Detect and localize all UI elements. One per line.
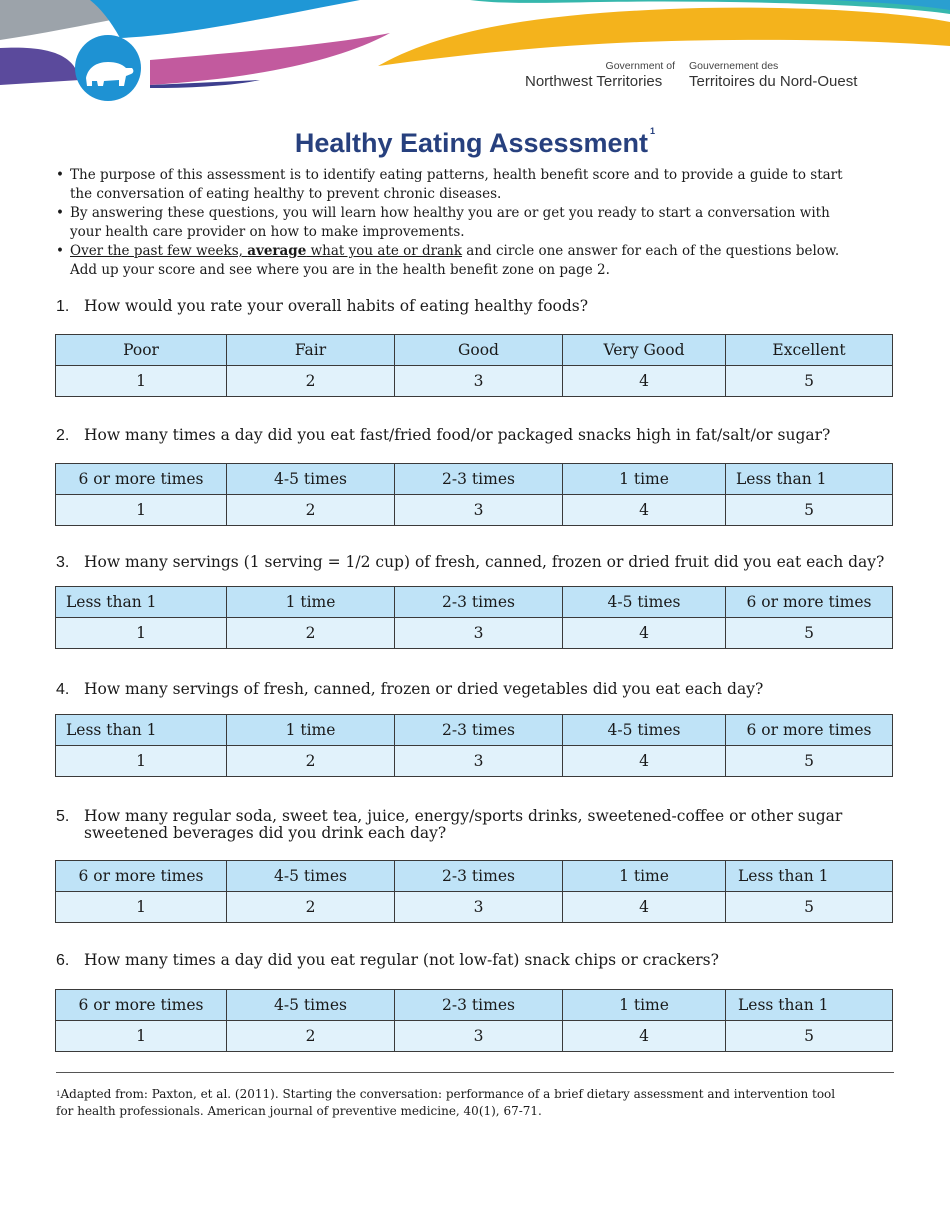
question-number: 5. bbox=[56, 808, 70, 825]
option-label[interactable]: Less than 1 bbox=[726, 464, 893, 495]
answer-table-2 bbox=[55, 463, 893, 526]
option-label[interactable]: 4-5 times bbox=[227, 861, 395, 892]
gov-fr-big: Territoires du Nord-Ouest bbox=[689, 73, 858, 90]
question-text: How many regular soda, sweet tea, juice, energy/sports drinks, sweetened-coffee or other sugar sweetened beverages did you drink each day? bbox=[84, 807, 843, 842]
option-score[interactable]: 1 bbox=[56, 746, 227, 777]
option-score[interactable]: 2 bbox=[227, 366, 395, 397]
option-score[interactable]: 5 bbox=[726, 366, 893, 397]
option-score[interactable]: 4 bbox=[563, 495, 726, 526]
option-score[interactable]: 1 bbox=[56, 495, 227, 526]
question-text: How many servings of fresh, canned, frozen or dried vegetables did you eat each day? bbox=[84, 680, 764, 698]
option-score[interactable]: 2 bbox=[227, 1021, 395, 1052]
option-score[interactable]: 4 bbox=[563, 618, 726, 649]
option-score[interactable]: 5 bbox=[726, 892, 893, 923]
option-score[interactable]: 1 bbox=[56, 618, 227, 649]
option-label[interactable]: 6 or more times bbox=[726, 587, 893, 618]
question-number: 4. bbox=[56, 681, 70, 698]
option-score[interactable]: 5 bbox=[726, 618, 893, 649]
gov-en-small: Government of bbox=[605, 60, 675, 72]
intro-b3-underlined-2: what you ate or drank bbox=[306, 243, 463, 259]
question-4 bbox=[56, 681, 896, 698]
option-label[interactable]: 2-3 times bbox=[395, 990, 563, 1021]
footnote-divider bbox=[56, 1072, 894, 1073]
option-label[interactable]: 1 time bbox=[563, 990, 726, 1021]
question-number: 3. bbox=[56, 554, 70, 571]
option-label[interactable]: Excellent bbox=[726, 335, 893, 366]
question-3 bbox=[56, 554, 896, 571]
option-score[interactable]: 3 bbox=[395, 892, 563, 923]
option-label[interactable]: 4-5 times bbox=[227, 990, 395, 1021]
option-label[interactable]: 1 time bbox=[563, 464, 726, 495]
option-label[interactable]: Good bbox=[395, 335, 563, 366]
question-number: 2. bbox=[56, 427, 70, 444]
option-label[interactable]: 2-3 times bbox=[395, 587, 563, 618]
title-footnote-mark: 1 bbox=[650, 126, 656, 136]
option-label[interactable]: 6 or more times bbox=[56, 990, 227, 1021]
option-score[interactable]: 3 bbox=[395, 495, 563, 526]
answer-table-5 bbox=[55, 860, 893, 923]
intro-bullet-3 bbox=[56, 242, 856, 280]
footnote-mark: 1 bbox=[56, 1090, 61, 1098]
option-score[interactable]: 3 bbox=[395, 1021, 563, 1052]
option-label[interactable]: Very Good bbox=[563, 335, 726, 366]
option-score[interactable]: 4 bbox=[563, 1021, 726, 1052]
question-text: How would you rate your overall habits of eating healthy foods? bbox=[84, 297, 589, 315]
question-2 bbox=[56, 427, 896, 444]
option-label[interactable]: 1 time bbox=[227, 587, 395, 618]
option-score[interactable]: 5 bbox=[726, 495, 893, 526]
option-label[interactable]: 6 or more times bbox=[726, 715, 893, 746]
option-label[interactable]: 6 or more times bbox=[56, 861, 227, 892]
answer-table-4 bbox=[55, 714, 893, 777]
intro-bullet-1: • The purpose of this assessment is to identify eating patterns, health benefit score and to provide a guide to start the conversation of eating healthy to prevent chronic diseases. bbox=[56, 166, 856, 204]
answer-table-6 bbox=[55, 989, 893, 1052]
question-number: 6. bbox=[56, 952, 70, 969]
option-score[interactable]: 5 bbox=[726, 746, 893, 777]
question-text: How many servings (1 serving = 1/2 cup) of fresh, canned, frozen or dried fruit did you eat each day? bbox=[84, 553, 885, 571]
intro-b3-rest: and circle one answer for each of the questions below. Add up your score and see where you are in the health benefit zone on page 2. bbox=[70, 243, 840, 278]
option-score[interactable]: 2 bbox=[227, 495, 395, 526]
question-1 bbox=[56, 298, 896, 315]
gov-en-big: Northwest Territories bbox=[525, 73, 663, 90]
option-label[interactable]: Fair bbox=[227, 335, 395, 366]
option-label[interactable]: 1 time bbox=[563, 861, 726, 892]
option-score[interactable]: 1 bbox=[56, 1021, 227, 1052]
answer-table-3 bbox=[55, 586, 893, 649]
option-label[interactable]: 2-3 times bbox=[395, 464, 563, 495]
option-label[interactable]: 1 time bbox=[227, 715, 395, 746]
government-logo-text bbox=[525, 60, 885, 94]
option-score[interactable]: 4 bbox=[563, 366, 726, 397]
option-score[interactable]: 1 bbox=[56, 366, 227, 397]
footnote-text: Adapted from: Paxton, et al. (2011). Starting the conversation: performance of a brief dietary assessment and intervention tool for health professionals. American journal of preventive medicine, 40(1), 67-71. bbox=[56, 1087, 836, 1118]
intro-b3-underlined-1: Over the past few weeks, bbox=[70, 243, 248, 259]
page-title bbox=[0, 128, 950, 159]
option-score[interactable]: 3 bbox=[395, 366, 563, 397]
option-label[interactable]: 2-3 times bbox=[395, 861, 563, 892]
intro-b3-bold: average bbox=[247, 243, 307, 259]
question-6 bbox=[56, 952, 896, 969]
option-label[interactable]: Less than 1 bbox=[56, 587, 227, 618]
question-5 bbox=[56, 808, 896, 842]
option-label[interactable]: 4-5 times bbox=[563, 715, 726, 746]
option-label[interactable]: Less than 1 bbox=[726, 990, 893, 1021]
option-score[interactable]: 3 bbox=[395, 746, 563, 777]
option-label[interactable]: Poor bbox=[56, 335, 227, 366]
option-score[interactable]: 2 bbox=[227, 892, 395, 923]
intro-bullet-2: • By answering these questions, you will learn how healthy you are or get you ready to start a conversation with your health care provider on how to make improvements. bbox=[56, 204, 856, 242]
footnote bbox=[56, 1086, 836, 1120]
option-label[interactable]: 4-5 times bbox=[227, 464, 395, 495]
option-label[interactable]: Less than 1 bbox=[56, 715, 227, 746]
option-label[interactable]: 6 or more times bbox=[56, 464, 227, 495]
option-score[interactable]: 4 bbox=[563, 892, 726, 923]
answer-table-1 bbox=[55, 334, 893, 397]
intro-list bbox=[56, 166, 856, 280]
page-title-text: Healthy Eating Assessment bbox=[294, 128, 649, 158]
option-score[interactable]: 3 bbox=[395, 618, 563, 649]
option-score[interactable]: 2 bbox=[227, 618, 395, 649]
option-score[interactable]: 5 bbox=[726, 1021, 893, 1052]
gov-fr-small: Gouvernement des bbox=[689, 60, 779, 72]
option-score[interactable]: 4 bbox=[563, 746, 726, 777]
option-label[interactable]: 2-3 times bbox=[395, 715, 563, 746]
question-text: How many times a day did you eat fast/fried food/or packaged snacks high in fat/salt/or sugar? bbox=[84, 426, 831, 444]
option-label[interactable]: Less than 1 bbox=[726, 861, 893, 892]
option-label[interactable]: 4-5 times bbox=[563, 587, 726, 618]
question-text: How many times a day did you eat regular (not low-fat) snack chips or crackers? bbox=[84, 951, 719, 969]
option-score[interactable]: 2 bbox=[227, 746, 395, 777]
question-number: 1. bbox=[56, 298, 70, 315]
option-score[interactable]: 1 bbox=[56, 892, 227, 923]
